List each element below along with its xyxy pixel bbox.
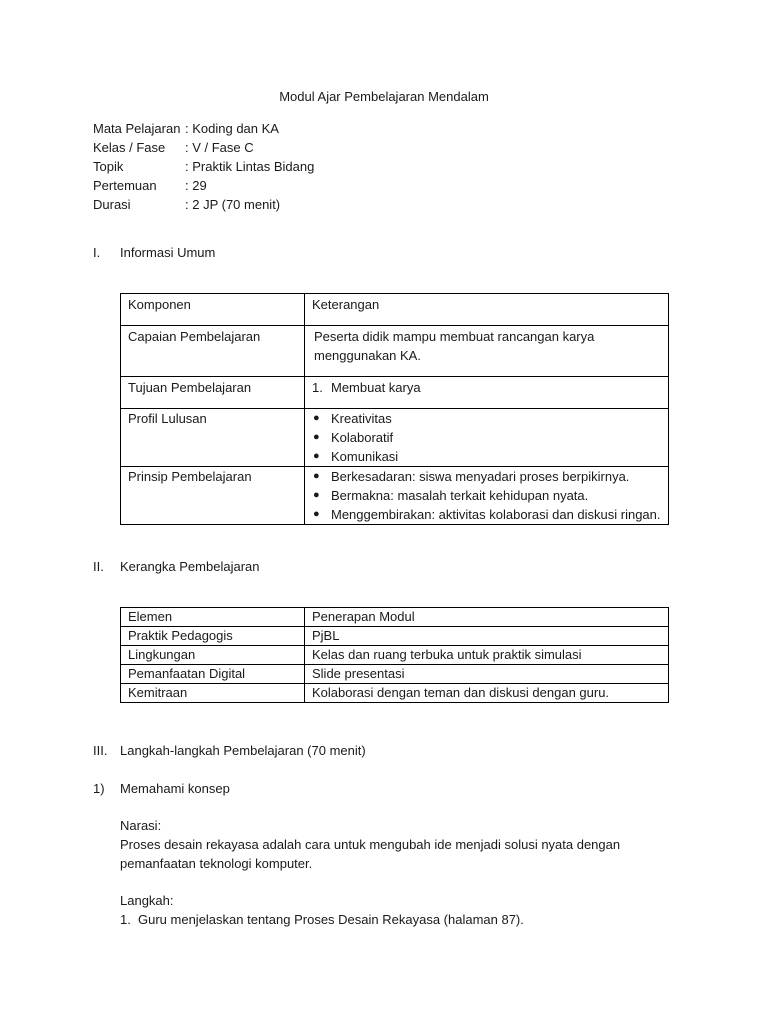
list-item xyxy=(312,447,661,466)
meta-row-durasi xyxy=(93,195,314,214)
langkah-label: Langkah: xyxy=(120,893,174,908)
table-row xyxy=(121,326,669,377)
row-label: Pemanfaatan Digital xyxy=(121,665,305,684)
table-row xyxy=(121,684,669,703)
list-item-text: Berkesadaran: siswa menyadari proses berpikirnya. xyxy=(331,469,630,484)
table-header-row xyxy=(121,294,669,326)
table-row xyxy=(121,665,669,684)
meta-label: Mata Pelajaran xyxy=(93,121,181,136)
bullet-icon: ● xyxy=(313,489,320,501)
table-row xyxy=(121,467,669,525)
bullet-list xyxy=(312,409,661,466)
meta-row-pertemuan xyxy=(93,176,314,195)
row-label: Capaian Pembelajaran xyxy=(121,326,305,377)
meta-value: : Praktik Lintas Bidang xyxy=(185,159,315,174)
header-cell-penerapan: Penerapan Modul xyxy=(305,608,669,627)
bullet-icon: ● xyxy=(313,508,320,520)
langkah-item xyxy=(120,910,660,929)
bullet-icon: ● xyxy=(313,412,320,424)
section-heading-langkah xyxy=(93,741,366,760)
section-title: Informasi Umum xyxy=(120,245,216,260)
list-number: 1. xyxy=(312,380,323,395)
langkah-block xyxy=(120,891,660,929)
header-cell-keterangan: Keterangan xyxy=(305,294,669,326)
meta-label: Topik xyxy=(93,159,124,174)
step-heading xyxy=(93,779,230,798)
row-value: Slide presentasi xyxy=(305,665,669,684)
row-label: Profil Lulusan xyxy=(121,409,305,467)
table-row xyxy=(121,646,669,665)
header-cell-elemen: Elemen xyxy=(121,608,305,627)
row-value xyxy=(305,326,669,377)
list-number: 1. xyxy=(120,912,131,927)
section-heading-kerangka xyxy=(93,557,259,576)
meta-value: : 2 JP (70 menit) xyxy=(185,197,281,212)
narasi-text-line: Proses desain rekayasa adalah cara untuk mengubah ide menjadi solusi nyata dengan xyxy=(120,837,621,852)
document-title: Modul Ajar Pembelajaran Mendalam xyxy=(279,89,489,104)
meta-value: : Koding dan KA xyxy=(185,121,279,136)
capaian-text-line: Peserta didik mampu membuat rancangan karya xyxy=(314,329,595,344)
list-item-text: Bermakna: masalah terkait kehidupan nyata. xyxy=(331,488,589,503)
step-title: Memahami konsep xyxy=(120,781,230,796)
meta-label: Pertemuan xyxy=(93,178,157,193)
bullet-icon: ● xyxy=(313,431,320,443)
row-label: Tujuan Pembelajaran xyxy=(121,377,305,409)
bullet-list xyxy=(312,467,661,524)
section-number: III. xyxy=(93,743,108,758)
list-item xyxy=(312,409,661,428)
meta-label: Durasi xyxy=(93,197,131,212)
row-value xyxy=(305,409,669,467)
informasi-umum-table xyxy=(120,293,669,525)
row-value: PjBL xyxy=(305,627,669,646)
row-label: Praktik Pedagogis xyxy=(121,627,305,646)
row-value xyxy=(305,467,669,525)
meta-row-mata-pelajaran xyxy=(93,119,314,138)
header-cell-komponen: Komponen xyxy=(121,294,305,326)
row-label: Prinsip Pembelajaran xyxy=(121,467,305,525)
row-value xyxy=(305,377,669,409)
kerangka-table xyxy=(120,607,669,703)
row-value: Kelas dan ruang terbuka untuk praktik simulasi xyxy=(305,646,669,665)
narasi-text-line: pemanfaatan teknologi komputer. xyxy=(120,856,313,871)
table-row xyxy=(121,627,669,646)
meta-value: : 29 xyxy=(185,178,207,193)
table-header-row xyxy=(121,608,669,627)
list-item xyxy=(312,467,661,486)
table-row xyxy=(121,409,669,467)
meta-label: Kelas / Fase xyxy=(93,140,166,155)
list-item-text: Kreativitas xyxy=(331,411,392,426)
module-identity xyxy=(93,119,314,214)
narasi-label: Narasi: xyxy=(120,818,162,833)
section-number: II. xyxy=(93,559,104,574)
step-number: 1) xyxy=(93,781,105,796)
meta-row-topik xyxy=(93,157,314,176)
list-item-text: Komunikasi xyxy=(331,449,399,464)
section-heading-informasi-umum xyxy=(93,243,215,262)
meta-row-kelas xyxy=(93,138,314,157)
narasi-block xyxy=(120,816,660,873)
list-item-text: Membuat karya xyxy=(331,380,421,395)
list-item-text: Menggembirakan: aktivitas kolaborasi dan diskusi ringan. xyxy=(331,507,661,522)
list-item xyxy=(312,378,661,397)
numbered-list xyxy=(312,378,661,397)
section-title: Kerangka Pembelajaran xyxy=(120,559,260,574)
meta-value: : V / Fase C xyxy=(185,140,254,155)
list-item xyxy=(312,505,661,524)
capaian-text-line: menggunakan KA. xyxy=(314,348,421,363)
list-item xyxy=(312,486,661,505)
list-item-text: Guru menjelaskan tentang Proses Desain Rekayasa (halaman 87). xyxy=(138,912,524,927)
row-label: Lingkungan xyxy=(121,646,305,665)
bullet-icon: ● xyxy=(313,450,320,462)
table-row xyxy=(121,377,669,409)
list-item xyxy=(312,428,661,447)
row-label: Kemitraan xyxy=(121,684,305,703)
section-title: Langkah-langkah Pembelajaran (70 menit) xyxy=(120,743,366,758)
section-number: I. xyxy=(93,245,101,260)
row-value: Kolaborasi dengan teman dan diskusi dengan guru. xyxy=(305,684,669,703)
list-item-text: Kolaboratif xyxy=(331,430,394,445)
bullet-icon: ● xyxy=(313,470,320,482)
